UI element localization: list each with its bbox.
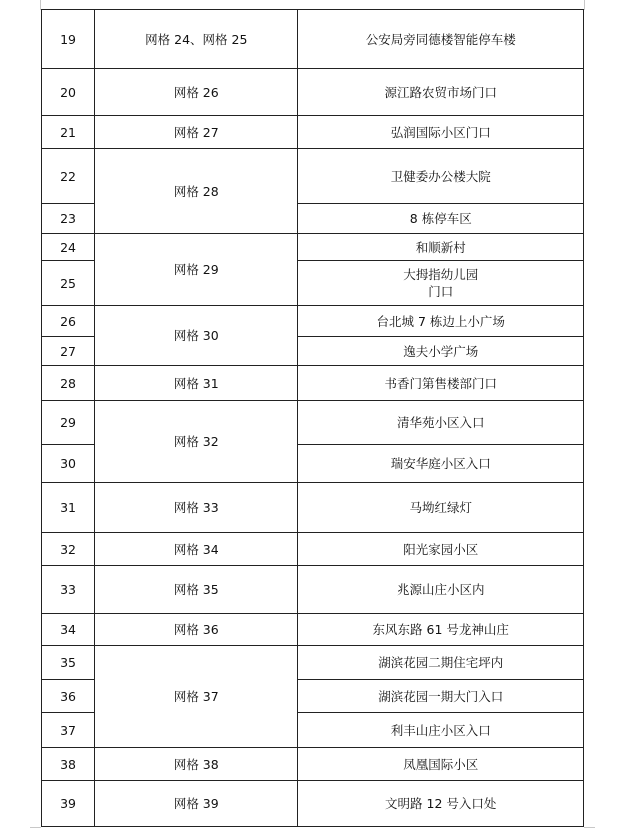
row-number: 34 [42,614,95,646]
table-row [42,116,584,149]
table-row [42,614,584,646]
table-row [42,366,584,401]
margin-guide [584,827,595,828]
row-number: 30 [42,445,95,483]
location-cell: 马坳红绿灯 [298,483,584,533]
location-cell: 凤凰国际小区 [298,748,584,781]
row-number: 32 [42,533,95,566]
row-number: 33 [42,566,95,614]
table-row [42,483,584,533]
grid-cell: 网格 28 [95,149,298,234]
table-row [42,401,584,445]
location-cell: 书香门第售楼部门口 [298,366,584,401]
table-row [42,533,584,566]
grid-cell: 网格 31 [95,366,298,401]
grid-cell: 网格 32 [95,401,298,483]
table-row [42,10,584,69]
location-cell: 文明路 12 号入口处 [298,781,584,827]
location-cell: 逸夫小学广场 [298,337,584,366]
row-number: 27 [42,337,95,366]
table-row [42,646,584,680]
grid-cell: 网格 30 [95,306,298,366]
grid-cell: 网格 33 [95,483,298,533]
location-cell: 8 栋停车区 [298,204,584,234]
location-cell: 瑞安华庭小区入口 [298,445,584,483]
margin-guide [584,0,585,10]
table-row [42,781,584,827]
grid-cell: 网格 34 [95,533,298,566]
location-cell: 阳光家园小区 [298,533,584,566]
location-cell: 源江路农贸市场门口 [298,69,584,116]
row-number: 19 [42,10,95,69]
location-cell: 卫健委办公楼大院 [298,149,584,204]
grid-cell: 网格 24、网格 25 [95,10,298,69]
location-cell: 和顺新村 [298,234,584,261]
grid-cell: 网格 27 [95,116,298,149]
location-cell: 清华苑小区入口 [298,401,584,445]
row-number: 29 [42,401,95,445]
location-table [41,9,584,827]
row-number: 39 [42,781,95,827]
row-number: 23 [42,204,95,234]
row-number: 22 [42,149,95,204]
row-number: 20 [42,69,95,116]
table-row [42,149,584,204]
row-number: 35 [42,646,95,680]
location-cell: 湖滨花园一期大门入口 [298,680,584,713]
row-number: 28 [42,366,95,401]
margin-guide [30,827,41,828]
row-number: 31 [42,483,95,533]
location-cell: 兆源山庄小区内 [298,566,584,614]
row-number: 24 [42,234,95,261]
location-cell: 东风东路 61 号龙神山庄 [298,614,584,646]
location-cell: 利丰山庄小区入口 [298,713,584,748]
table-row [42,69,584,116]
row-number: 21 [42,116,95,149]
table-row [42,748,584,781]
row-number: 26 [42,306,95,337]
grid-cell: 网格 37 [95,646,298,748]
row-number: 36 [42,680,95,713]
table-row [42,306,584,337]
grid-cell: 网格 29 [95,234,298,306]
table-row [42,566,584,614]
location-cell: 大拇指幼儿园 门口 [298,261,584,306]
row-number: 37 [42,713,95,748]
location-cell: 弘润国际小区门口 [298,116,584,149]
location-cell: 湖滨花园二期住宅坪内 [298,646,584,680]
row-number: 25 [42,261,95,306]
location-cell: 公安局旁同德楼智能停车楼 [298,10,584,69]
grid-cell: 网格 39 [95,781,298,827]
grid-cell: 网格 35 [95,566,298,614]
grid-cell: 网格 38 [95,748,298,781]
row-number: 38 [42,748,95,781]
grid-cell: 网格 36 [95,614,298,646]
location-cell: 台北城 7 栋边上小广场 [298,306,584,337]
table-row [42,234,584,261]
grid-cell: 网格 26 [95,69,298,116]
